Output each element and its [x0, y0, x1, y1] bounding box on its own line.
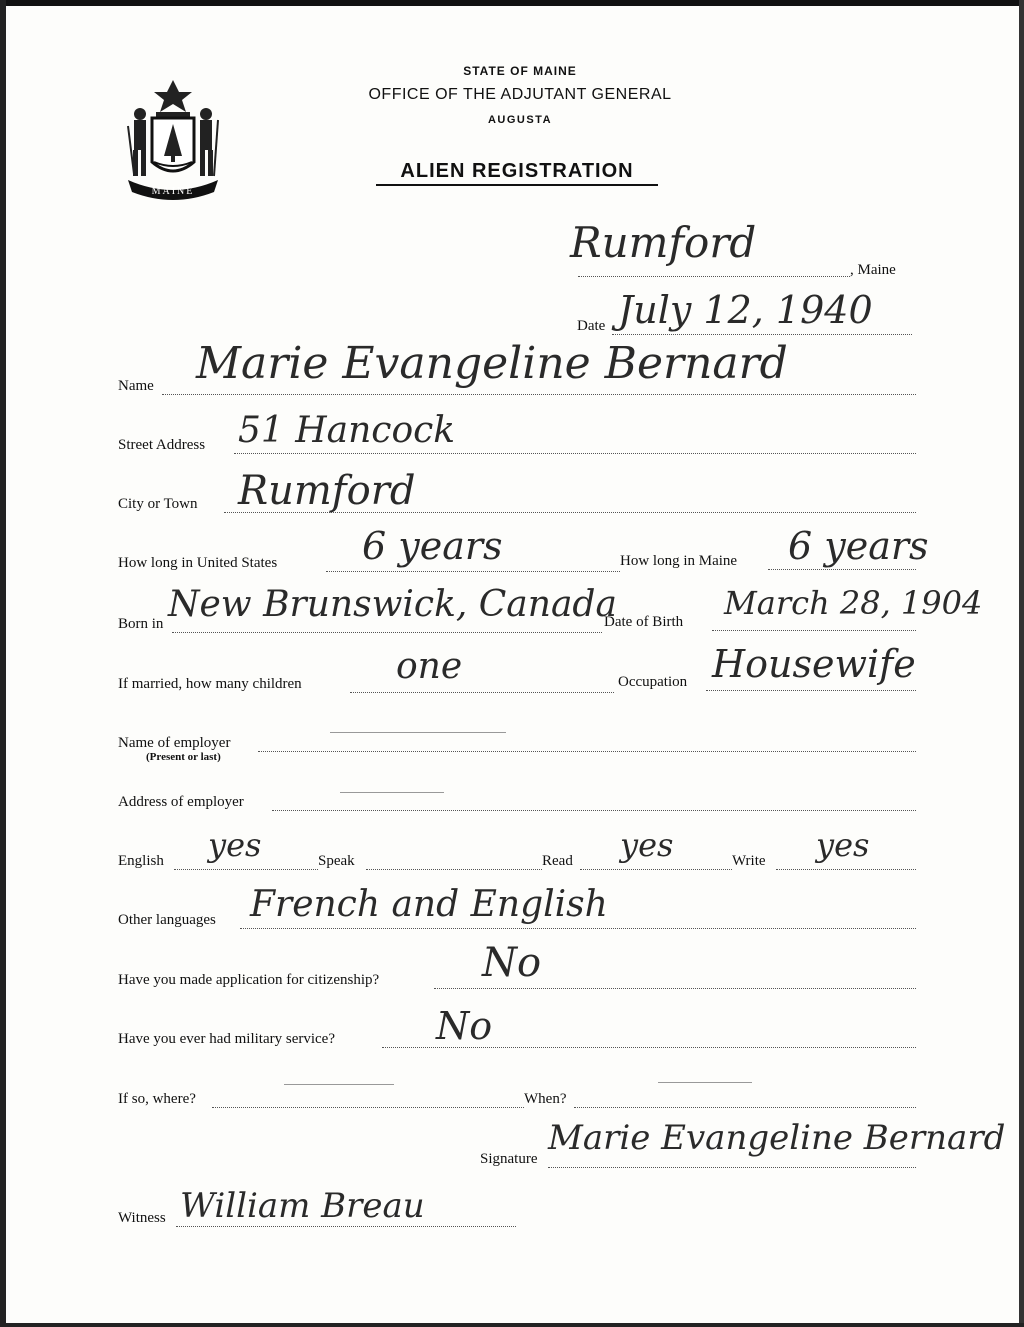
date-label: Date — [577, 318, 606, 334]
employer-address-line — [272, 810, 916, 811]
seal-banner-text: MAINE — [151, 186, 195, 197]
occupation-line — [706, 690, 916, 691]
read-value: yes — [620, 826, 674, 864]
name-line — [162, 394, 916, 395]
children-label: If married, how many children — [118, 676, 302, 692]
town-value: Rumford — [570, 218, 757, 267]
citizenship-value: No — [482, 940, 542, 986]
military-label: Have you ever had military service? — [118, 1031, 335, 1047]
scan-border-top — [0, 0, 1024, 6]
date-line — [612, 334, 912, 335]
english-label: English — [118, 853, 164, 869]
city-or-town-label: City or Town — [118, 496, 198, 512]
other-languages-label: Other languages — [118, 912, 216, 928]
when-label: When? — [524, 1091, 567, 1107]
write-line — [776, 869, 916, 870]
state-heading: STATE OF MAINE — [463, 64, 577, 78]
read-label: Read — [542, 853, 573, 869]
witness-value: William Breau — [180, 1186, 425, 1226]
scan-border-right — [1019, 0, 1024, 1327]
english-line — [174, 869, 318, 870]
city-heading: AUGUSTA — [487, 114, 553, 126]
signature-label: Signature — [480, 1151, 538, 1167]
if-so-where-label: If so, where? — [118, 1091, 196, 1107]
read-line — [580, 869, 732, 870]
born-in-line — [172, 632, 602, 633]
citizenship-label: Have you made application for citizenship? — [118, 972, 380, 988]
title-underline — [376, 184, 658, 186]
employer-name-label: Name of employer — [118, 735, 231, 751]
english-value: yes — [208, 826, 262, 864]
children-value: one — [396, 646, 463, 687]
date-of-birth-value: March 28, 1904 — [724, 584, 983, 622]
employer-name-line — [258, 751, 916, 752]
speak-line — [366, 869, 542, 870]
military-value: No — [436, 1004, 493, 1048]
occupation-value: Housewife — [712, 642, 916, 686]
born-in-value: New Brunswick, Canada — [168, 584, 617, 625]
city-or-town-value: Rumford — [238, 468, 416, 514]
how-long-maine-line — [768, 569, 916, 570]
how-long-us-line — [326, 571, 620, 572]
write-label: Write — [732, 853, 766, 869]
when-dash — [658, 1082, 752, 1083]
date-value: July 12, 1940 — [618, 288, 873, 332]
form-title: ALIEN REGISTRATION — [400, 160, 634, 182]
scan-border-bottom — [0, 1323, 1024, 1327]
street-address-value: 51 Hancock — [238, 410, 456, 451]
other-languages-line — [240, 928, 916, 929]
employer-name-dash — [330, 732, 506, 733]
employer-address-dash — [340, 792, 444, 793]
maine-label: , Maine — [850, 262, 896, 278]
signature-value: Marie Evangeline Bernard — [548, 1118, 1006, 1158]
street-address-label: Street Address — [118, 437, 206, 453]
witness-label: Witness — [118, 1210, 166, 1226]
how-long-us-label: How long in United States — [118, 555, 278, 571]
occupation-label: Occupation — [618, 674, 688, 690]
name-label: Name — [118, 378, 154, 394]
signature-line — [548, 1167, 916, 1168]
other-languages-value: French and English — [250, 884, 608, 925]
street-address-line — [234, 453, 916, 454]
employer-address-label: Address of employer — [118, 794, 244, 810]
how-long-us-value: 6 years — [362, 524, 503, 568]
scan-border-left — [0, 0, 6, 1327]
name-value: Marie Evangeline Bernard — [196, 338, 788, 389]
when-line — [574, 1107, 916, 1108]
speak-label: Speak — [318, 853, 355, 869]
how-long-maine-label: How long in Maine — [620, 553, 738, 569]
office-heading: OFFICE OF THE ADJUTANT GENERAL — [368, 86, 672, 103]
citizenship-line — [434, 988, 916, 989]
date-of-birth-label: Date of Birth — [604, 614, 684, 630]
if-so-where-line — [212, 1107, 524, 1108]
if-so-where-dash — [284, 1084, 394, 1085]
town-line — [578, 276, 850, 277]
write-value: yes — [816, 826, 870, 864]
witness-line — [176, 1226, 516, 1227]
date-of-birth-line — [712, 630, 916, 631]
born-in-label: Born in — [118, 616, 164, 632]
how-long-maine-value: 6 years — [788, 524, 929, 568]
maine-state-seal-icon — [118, 76, 228, 201]
children-line — [350, 692, 614, 693]
employer-note: (Present or last) — [146, 751, 221, 763]
